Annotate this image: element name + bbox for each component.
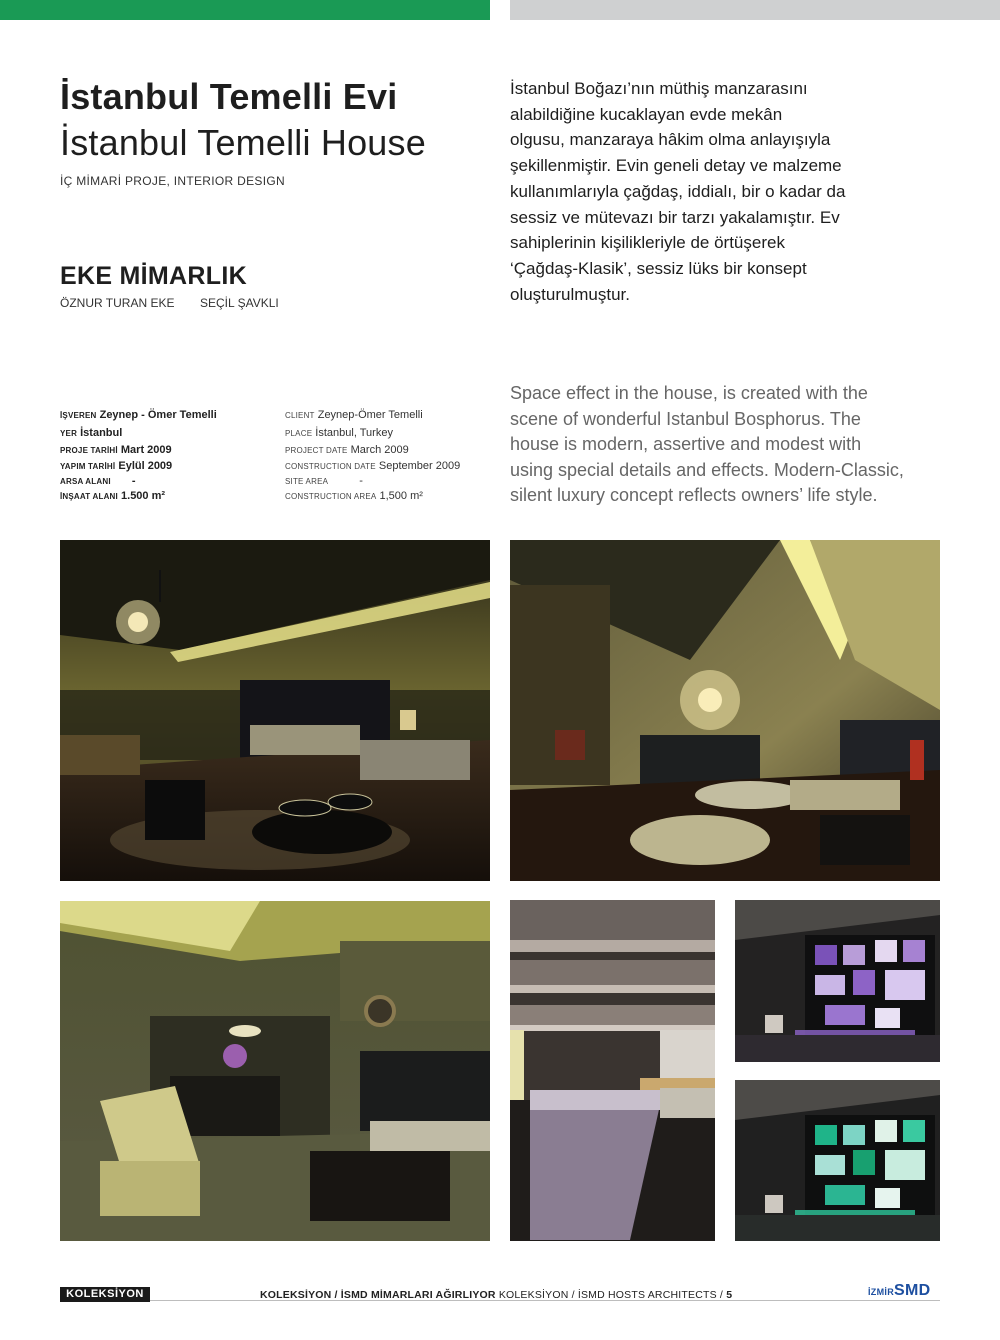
info-value: - — [131, 475, 136, 487]
info-row — [285, 475, 363, 487]
description-line: ‘Çağdaş-Klasik’, sessiz lüks bir konsept — [510, 258, 807, 278]
info-label: YER — [60, 429, 78, 438]
description-line: İstanbul Boğazı’nın müthiş manzarasını — [510, 79, 808, 98]
info-row — [285, 444, 409, 456]
info-label: ARSA ALANI — [60, 477, 111, 486]
info-value: İstanbul, Turkey — [315, 427, 393, 439]
koleksiyon-logo: KOLEKSİYON — [60, 1287, 150, 1302]
project-category: İÇ MİMARİ PROJE, INTERIOR DESIGN — [60, 174, 285, 188]
info-value: September 2009 — [378, 460, 461, 472]
interior-photo-display-wall-green — [735, 1080, 940, 1241]
interior-photo-home-theatre — [510, 900, 715, 1241]
info-value: 1,500 m² — [379, 490, 423, 502]
description-line: sessiz ve mütevazı bir tarzı yakalamıştır. Ev — [510, 207, 840, 227]
header-accent-bar-gray — [510, 0, 1000, 20]
description-line: şekillenmiştir. Evin geneli detay ve malzeme — [510, 156, 842, 176]
info-value: Zeynep-Ömer Temelli — [317, 409, 423, 421]
project-title-en: İstanbul Temelli House — [60, 122, 426, 163]
info-value: İstanbul — [80, 427, 123, 439]
description-line: using special details and effects. Modern-Classic, — [510, 459, 904, 480]
description-en — [510, 381, 950, 509]
info-value: 1.500 m² — [121, 490, 166, 502]
description-line: silent luxury concept reflects owners’ life style. — [510, 485, 878, 505]
interior-photo-living-room — [60, 540, 490, 881]
architect-person: ÖZNUR TURAN EKE — [60, 296, 175, 310]
info-value: March 2009 — [350, 444, 409, 456]
logo-text-smd: SMD — [894, 1282, 931, 1299]
info-label: CONSTRUCTION DATE — [285, 462, 376, 471]
info-value: Zeynep - Ömer Temelli — [99, 409, 217, 421]
description-line: scene of wonderful Istanbul Bosphorus. The — [510, 408, 861, 429]
footer-title-bold: KOLEKSİYON / İSMD MİMARLARI AĞIRLIYOR — [260, 1289, 496, 1301]
description-line: olgusu, manzaraya hâkim olma anlayışıyla — [510, 130, 831, 150]
info-label: CLIENT — [285, 411, 315, 420]
architect-firm: EKE MİMARLIK — [60, 262, 247, 290]
info-label: PROJE TARİHİ — [60, 446, 118, 455]
header-accent-bar-green — [0, 0, 490, 20]
info-row — [60, 444, 172, 456]
interior-photo-display-wall-purple — [735, 900, 940, 1062]
info-row — [285, 427, 393, 439]
info-row — [60, 490, 165, 502]
info-value: Mart 2009 — [120, 444, 172, 456]
description-line: oluşturulmuştur. — [510, 284, 630, 304]
footer-title-normal: KOLEKSİYON / İSMD HOSTS ARCHITECTS / — [498, 1289, 724, 1301]
description-tr — [510, 76, 940, 307]
description-line: Space effect in the house, is created with the — [510, 383, 868, 403]
project-title-tr: İstanbul Temelli Evi — [60, 76, 398, 117]
info-label: İŞVEREN — [60, 411, 97, 420]
interior-photo-double-height-room — [510, 540, 940, 881]
description-line: sahiplerinin kişilikleriyle de örtüşerek — [510, 233, 785, 253]
info-value: Eylül 2009 — [118, 460, 173, 472]
logo-text-izmir: İZMİR — [868, 1287, 894, 1297]
info-row — [60, 409, 217, 421]
info-row — [285, 460, 460, 472]
info-label: PLACE — [285, 429, 313, 438]
info-row — [60, 460, 172, 472]
info-row — [60, 475, 135, 487]
info-label: İNŞAAT ALANI — [60, 492, 118, 501]
izmir-smd-logo — [868, 1282, 930, 1300]
description-line: alabildiğine kucaklayan evde mekân — [510, 104, 783, 124]
info-label: CONSTRUCTION AREA — [285, 492, 377, 501]
page-number: 5 — [726, 1289, 733, 1301]
info-label: YAPIM TARİHİ — [60, 462, 116, 471]
info-value: - — [359, 475, 363, 487]
info-label: PROJECT DATE — [285, 446, 348, 455]
info-row — [285, 409, 423, 421]
interior-photo-dining-area — [60, 901, 490, 1241]
description-line: kullanımlarıyla çağdaş, iddialı, bir o kadar da — [510, 181, 846, 201]
info-row — [285, 490, 423, 502]
info-row — [60, 427, 122, 439]
info-label: SITE AREA — [285, 477, 329, 486]
description-line: house is modern, assertive and modest with — [510, 434, 862, 454]
footer-running-title — [260, 1289, 732, 1301]
architect-person: SEÇİL ŞAVKLI — [200, 296, 279, 310]
